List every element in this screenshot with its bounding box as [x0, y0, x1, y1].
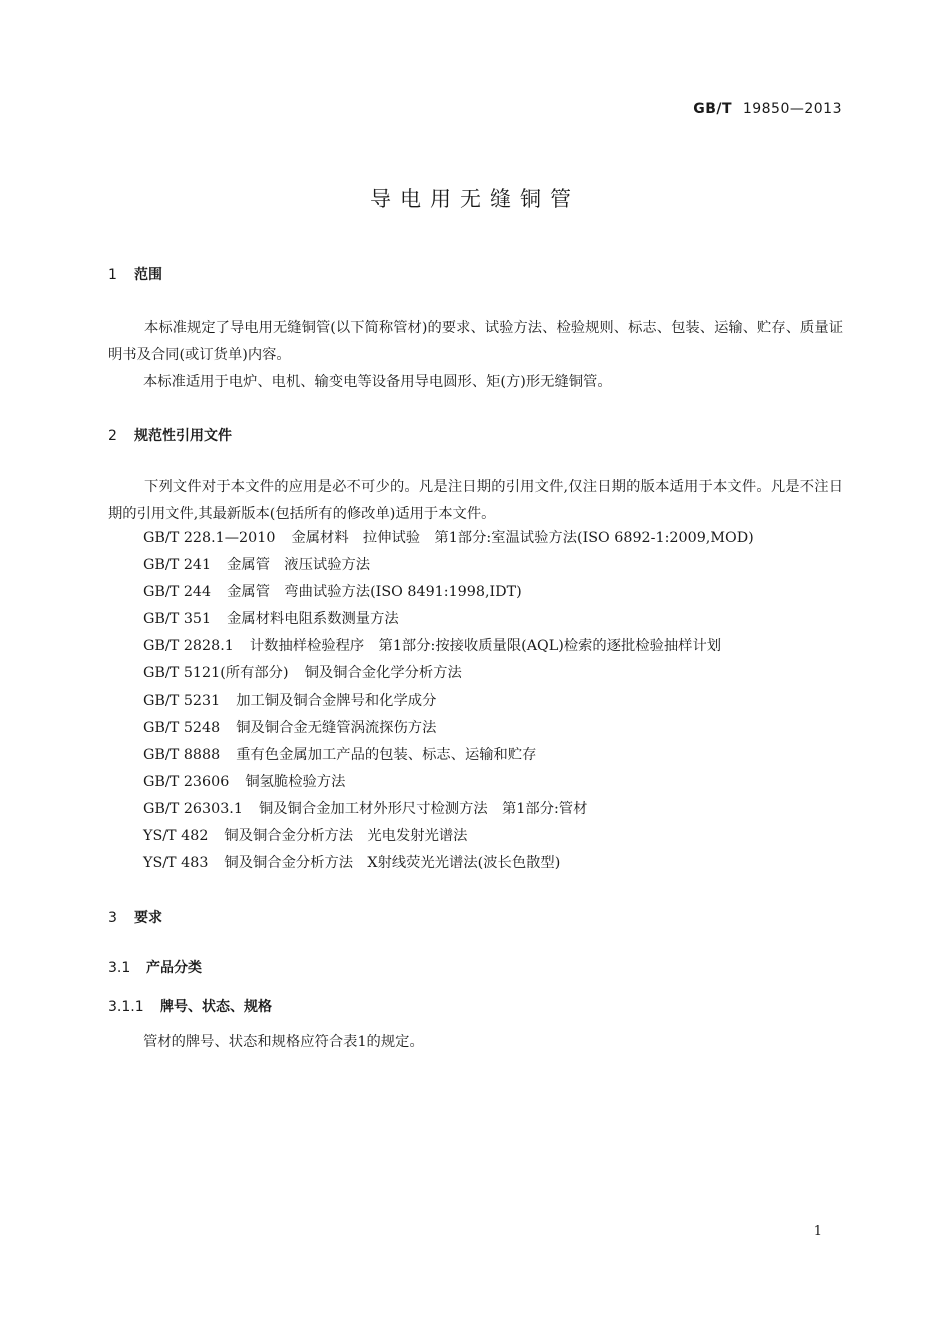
reference-title: 铜氢脆检验方法	[245, 773, 346, 790]
reference-title: 加工铜及铜合金牌号和化学成分	[236, 692, 437, 709]
reference-code: GB/T 2828.1	[143, 638, 234, 655]
reference-code: GB/T 241	[143, 557, 212, 574]
reference-code: GB/T 23606	[143, 773, 230, 790]
section-2-heading	[108, 425, 232, 445]
reference-item	[143, 582, 754, 609]
standard-code	[693, 101, 842, 117]
section-number: 1	[108, 267, 117, 283]
reference-item	[143, 609, 754, 636]
section-title: 规范性引用文件	[134, 428, 232, 444]
standard-prefix: GB/T	[693, 101, 733, 117]
scope-paragraph-2: 本标准适用于电炉、电机、输变电等设备用导电圆形、矩(方)形无缝铜管。	[143, 374, 612, 390]
reference-code: GB/T 351	[143, 611, 212, 628]
reference-item	[143, 772, 754, 799]
reference-code: GB/T 5121(所有部分)	[143, 665, 289, 682]
reference-title: 铜及铜合金分析方法 光电发射光谱法	[224, 828, 468, 845]
standard-number: 19850—2013	[742, 101, 842, 117]
reference-title: 金属管 液压试验方法	[227, 557, 371, 574]
document-title: 导电用无缝铜管	[370, 187, 580, 211]
references-intro: 下列文件对于本文件的应用是必不可少的。凡是注日期的引用文件,仅注日期的版本适用于本文件。凡是不注日期的引用文件,其最新版本(包括所有的修改单)适用于本文件。	[108, 479, 843, 522]
page-number: 1	[813, 1224, 822, 1239]
section-title: 牌号、状态、规格	[160, 999, 272, 1015]
reference-code: GB/T 5231	[143, 692, 221, 709]
reference-item	[143, 691, 754, 718]
reference-code: GB/T 228.1—2010	[143, 530, 276, 546]
section-title: 要求	[134, 910, 162, 926]
section-title: 范围	[134, 267, 162, 283]
reference-item	[143, 663, 754, 690]
section-3-1-heading	[108, 957, 202, 977]
reference-title: 金属管 弯曲试验方法(ISO 8491:1998,IDT)	[227, 584, 522, 601]
reference-title: 铜及铜合金化学分析方法	[304, 665, 462, 682]
reference-list	[143, 528, 754, 880]
reference-title: 重有色金属加工产品的包装、标志、运输和贮存	[236, 746, 537, 763]
reference-code: YS/T 483	[143, 855, 209, 872]
section-number: 3.1.1	[108, 999, 144, 1015]
reference-item	[143, 528, 754, 555]
reference-code: GB/T 26303.1	[143, 800, 243, 817]
reference-code: YS/T 482	[143, 828, 209, 845]
section-1-heading	[108, 264, 162, 284]
reference-code: GB/T 244	[143, 584, 212, 601]
reference-title: 金属材料电阻系数测量方法	[227, 611, 399, 628]
reference-title: 铜及铜合金无缝管涡流探伤方法	[236, 719, 437, 736]
reference-title: 计数抽样检验程序 第1部分:按接收质量限(AQL)检索的逐批检验抽样计划	[249, 638, 722, 655]
section-number: 3	[108, 910, 117, 926]
section-number: 2	[108, 428, 117, 444]
reference-item	[143, 555, 754, 582]
reference-title: 铜及铜合金分析方法 X射线荧光光谱法(波长色散型)	[224, 855, 561, 872]
grade-spec-text: 管材的牌号、状态和规格应符合表1的规定。	[143, 1034, 424, 1050]
reference-item	[143, 826, 754, 853]
scope-paragraph-1: 本标准规定了导电用无缝铜管(以下简称管材)的要求、试验方法、检验规则、标志、包装、运输、贮存、质量证明书及合同(或订货单)内容。	[108, 320, 843, 363]
reference-item	[143, 853, 754, 880]
section-3-1-1-heading	[108, 996, 272, 1016]
section-number: 3.1	[108, 960, 131, 976]
reference-item	[143, 718, 754, 745]
reference-item	[143, 745, 754, 772]
reference-title: 铜及铜合金加工材外形尺寸检测方法 第1部分:管材	[258, 800, 588, 817]
reference-code: GB/T 8888	[143, 746, 221, 763]
section-title: 产品分类	[146, 960, 202, 976]
section-3-heading	[108, 907, 162, 927]
reference-item	[143, 636, 754, 663]
reference-item	[143, 799, 754, 826]
reference-code: GB/T 5248	[143, 719, 221, 736]
reference-title: 金属材料 拉伸试验 第1部分:室温试验方法(ISO 6892-1:2009,MOD)	[291, 530, 754, 546]
